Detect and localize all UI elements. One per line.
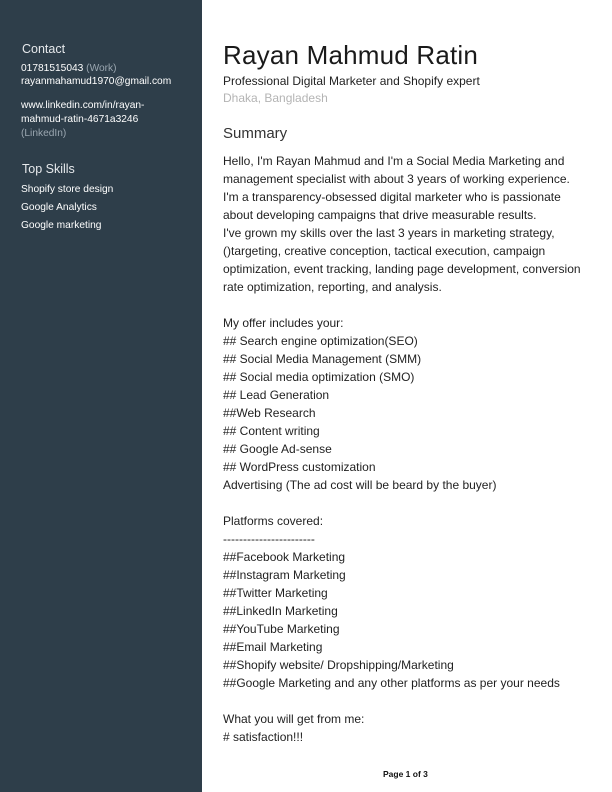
skill-item: Google marketing (21, 220, 102, 231)
summary-line: What you will get from me: (223, 712, 365, 726)
summary-line: ##LinkedIn Marketing (223, 604, 338, 618)
summary-line: ##Web Research (223, 406, 316, 420)
summary-line: ##Email Marketing (223, 640, 323, 654)
summary-line: ## Content writing (223, 424, 320, 438)
summary-line: ##Shopify website/ Dropshipping/Marketing (223, 658, 454, 672)
profile-location: Dhaka, Bangladesh (223, 91, 328, 105)
summary-line: optimization, event tracking, landing page development, conversion (223, 262, 581, 276)
summary-line: ##Facebook Marketing (223, 550, 346, 564)
email-link[interactable]: rayanmahamud1970@gmail.com (21, 76, 172, 87)
sidebar (0, 0, 202, 792)
summary-line: ----------------------- (223, 532, 315, 546)
summary-line: ## Social media optimization (SMO) (223, 370, 415, 384)
summary-line: ## Social Media Management (SMM) (223, 352, 422, 366)
phone-label: (Work) (86, 63, 117, 74)
summary-line: # satisfaction!!! (223, 730, 304, 744)
page-number: Page 1 of 3 (383, 769, 428, 779)
summary-line: ## Lead Generation (223, 388, 330, 402)
summary-line: Platforms covered: (223, 514, 324, 528)
profile-headline: Professional Digital Marketer and Shopify expert (223, 74, 480, 88)
summary-line: ## Google Ad-sense (223, 442, 332, 456)
summary-line: rate optimization, reporting, and analysis. (223, 280, 442, 294)
linkedin-url-line2[interactable]: mahmud-ratin-4671a3246 (21, 114, 139, 125)
summary-line: ##Google Marketing and any other platforms as per your needs (223, 676, 560, 690)
skill-item: Shopify store design (21, 184, 114, 195)
summary-line: I'm a transparency-obsessed digital marketer who is passionate (223, 190, 561, 204)
phone-number[interactable]: 01781515043 (21, 63, 84, 74)
summary-line: My offer includes your: (223, 316, 344, 330)
summary-line: ##Instagram Marketing (223, 568, 346, 582)
skill-item: Google Analytics (21, 202, 97, 213)
summary-line: ##YouTube Marketing (223, 622, 340, 636)
summary-line: I've grown my skills over the last 3 years in marketing strategy, (223, 226, 555, 240)
summary-line: ## Search engine optimization(SEO) (223, 334, 418, 348)
phone-line (21, 62, 117, 76)
summary-line: Advertising (The ad cost will be beard by the buyer) (223, 478, 497, 492)
summary-line: ##Twitter Marketing (223, 586, 328, 600)
summary-line (223, 494, 588, 512)
summary-line (223, 296, 588, 314)
skills-heading: Top Skills (22, 162, 75, 176)
summary-heading: Summary (223, 125, 288, 142)
profile-name: Rayan Mahmud Ratin (223, 40, 479, 70)
linkedin-link[interactable] (21, 99, 144, 141)
summary-line: Hello, I'm Rayan Mahmud and I'm a Social Media Marketing and (223, 154, 565, 168)
summary-line: management specialist with about 3 years of working experience. (223, 172, 570, 186)
linkedin-url-line1[interactable]: www.linkedin.com/in/rayan- (21, 100, 145, 111)
summary-line (223, 692, 588, 710)
contact-heading: Contact (22, 42, 66, 56)
summary-body (223, 152, 588, 746)
summary-line: about developing campaigns that drive measurable results. (223, 208, 537, 222)
summary-line: ## WordPress customization (223, 460, 376, 474)
summary-line: ()targeting, creative conception, tactical execution, campaign (223, 244, 546, 258)
linkedin-label: (LinkedIn) (21, 128, 67, 139)
